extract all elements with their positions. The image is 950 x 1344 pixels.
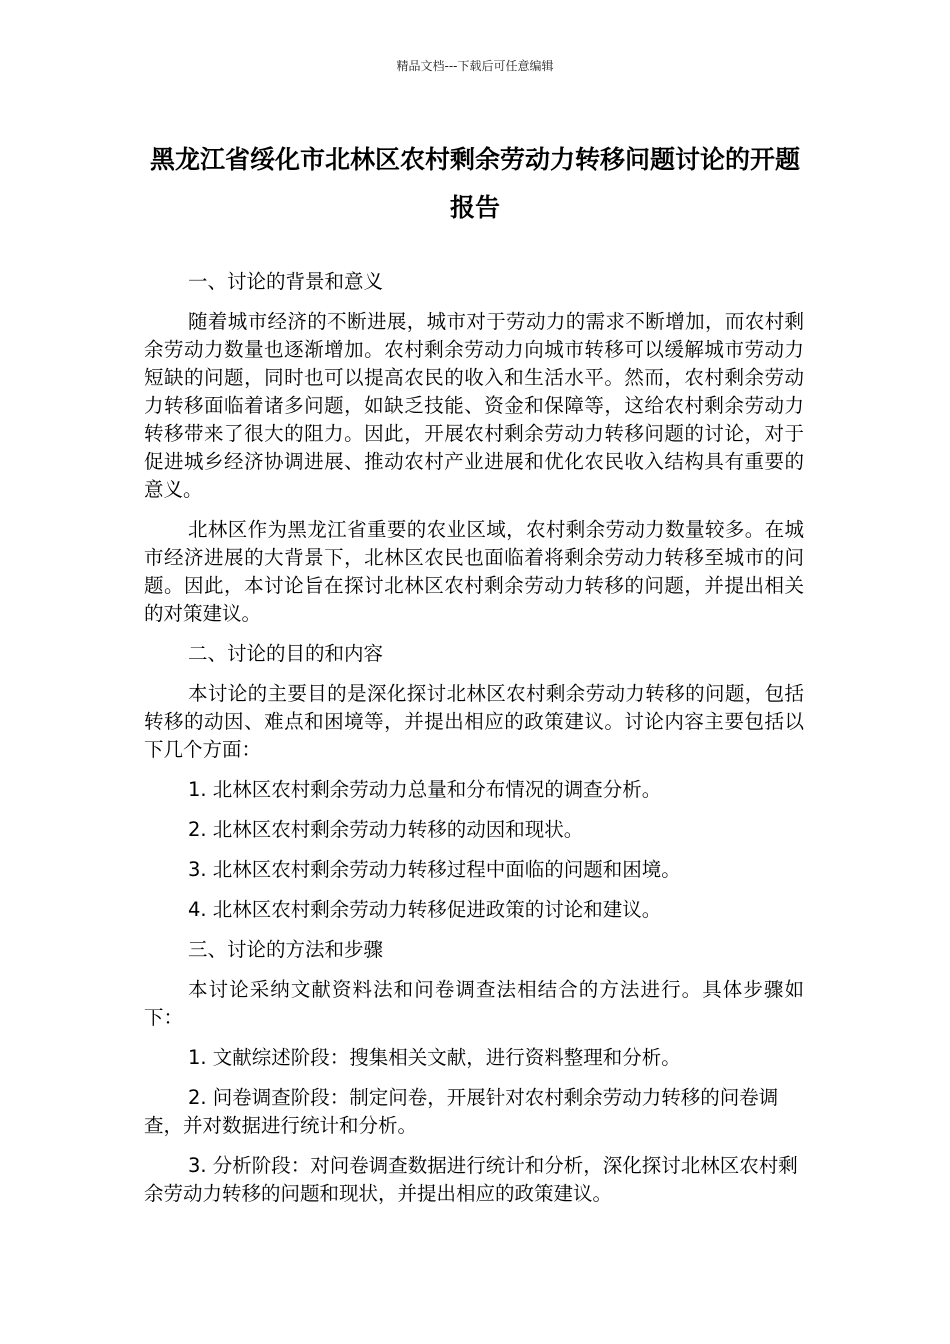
list-item-content-1: 1. 北林区农村剩余劳动力总量和分布情况的调查分析。 bbox=[188, 778, 662, 801]
list-item-step-3: 3. 分析阶段：对问卷调查数据进行统计和分析，深化探讨北林区农村剩余劳动力转移的问题和现状，并提出相应的政策建议。 bbox=[144, 1154, 798, 1205]
list-item-content-4: 4. 北林区农村剩余劳动力转移促进政策的讨论和建议。 bbox=[188, 898, 662, 921]
paragraph-background-1: 随着城市经济的不断进展，城市对于劳动力的需求不断增加，而农村剩余劳动力数量也逐渐增加。农村剩余劳动力向城市转移可以缓解城市劳动力短缺的问题，同时也可以提高农民的收入和生活水平。然而，农村剩余劳动力转移面临着诸多问题，如缺乏技能、资金和保障等，这给农村剩余劳动力转移带来了很大的阻力。因此，开展农村剩余劳动力转移问题的讨论，对于促进城乡经济协调进展、推动农村产业进展和优化农民收入结构具有重要的意义。 bbox=[144, 310, 804, 501]
list-item-content-3: 3. 北林区农村剩余劳动力转移过程中面临的问题和困境。 bbox=[188, 858, 681, 881]
list-item-step-2: 2. 问卷调查阶段：制定问卷，开展针对农村剩余劳动力转移的问卷调查，并对数据进行统计和分析。 bbox=[144, 1086, 779, 1137]
list-item-content-2: 2. 北林区农村剩余劳动力转移的动因和现状。 bbox=[188, 818, 584, 841]
document-title: 黑龙江省绥化市北林区农村剩余劳动力转移问题讨论的开题报告 bbox=[149, 145, 800, 222]
document-body bbox=[144, 268, 804, 1220]
section-heading-method: 三、讨论的方法和步骤 bbox=[188, 938, 384, 961]
header-note: 精品文档---下载后可任意编辑 bbox=[396, 59, 554, 73]
section-heading-purpose: 二、讨论的目的和内容 bbox=[188, 642, 384, 665]
paragraph-background-2: 北林区作为黑龙江省重要的农业区域，农村剩余劳动力数量较多。在城市经济进展的大背景下，北林区农民也面临着将剩余劳动力转移至城市的问题。因此，本讨论旨在探讨北林区农村剩余劳动力转移的问题，并提出相关的对策建议。 bbox=[144, 518, 804, 625]
paragraph-method: 本讨论采纳文献资料法和问卷调查法相结合的方法进行。具体步骤如下： bbox=[144, 978, 804, 1029]
list-item-step-1: 1. 文献综述阶段：搜集相关文献，进行资料整理和分析。 bbox=[188, 1046, 681, 1069]
section-heading-background: 一、讨论的背景和意义 bbox=[188, 270, 384, 293]
paragraph-purpose: 本讨论的主要目的是深化探讨北林区农村剩余劳动力转移的问题，包括转移的动因、难点和困境等，并提出相应的政策建议。讨论内容主要包括以下几个方面： bbox=[144, 682, 804, 761]
